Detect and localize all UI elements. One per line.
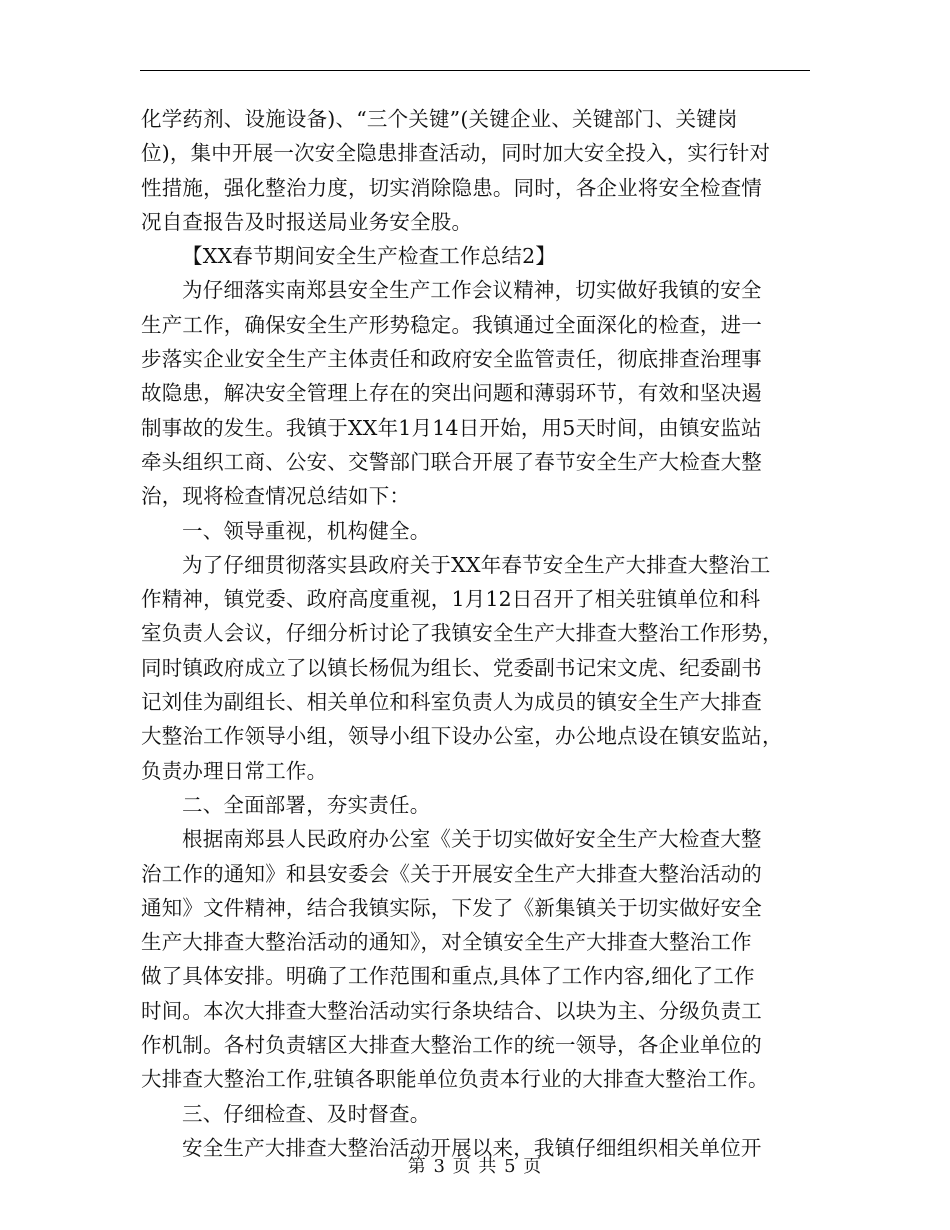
text-line: 作机制。各村负责辖区大排查大整治工作的统一领导，各企业单位的 [141,1033,762,1058]
text-line: 生产工作，确保安全生产形势稳定。我镇通过全面深化的检查，进一 [141,312,762,337]
text-line: 【XX春节期间安全生产检查工作总结2】 [182,244,557,269]
text-line: 做了具体安排。明确了工作范围和重点,具体了工作内容,细化了工作 [141,964,755,989]
header-rule [140,70,810,71]
text-line: 况自查报告及时报送局业务安全股。 [141,209,473,234]
text-line: 室负责人会议，仔细分析讨论了我镇安全生产大排查大整治工作形势， [141,621,783,646]
text-line: 时间。本次大排查大整治活动实行条块结合、以块为主、分级负责工 [141,998,762,1023]
text-line: 为仔细落实南郑县安全生产工作会议精神，切实做好我镇的安全 [182,278,762,303]
text-line: 治工作的通知》和县安委会《关于开展安全生产大排查大整治活动的 [141,861,762,886]
text-line: 位)，集中开展一次安全隐患排查活动，同时加大安全投入，实行针对 [141,141,771,166]
text-line: 治，现将检查情况总结如下： [141,484,411,509]
text-line: 制事故的发生。我镇于XX年1月14日开始，用5天时间，由镇安监站 [141,415,762,440]
text-line: 通知》文件精神，结合我镇实际，下发了《新集镇关于切实做好安全 [141,895,762,920]
text-line: 根据南郑县人民政府办公室《关于切实做好安全生产大检查大整 [182,827,762,852]
text-line: 作精神，镇党委、政府高度重视，1月12日召开了相关驻镇单位和科 [141,587,761,612]
text-line: 为了仔细贯彻落实县政府关于XX年春节安全生产大排查大整治工 [182,552,771,577]
text-line: 三、仔细检查、及时督查。 [182,1101,431,1126]
text-line: 生产大排查大整治活动的通知》，对全镇安全生产大排查大整治工作 [141,930,752,955]
text-line: 一、领导重视，机构健全。 [182,518,431,543]
text-line: 化学药剂、设施设备)、“三个关键”(关键企业、关键部门、关键岗 [141,107,738,131]
text-line: 大排查大整治工作,驻镇各职能单位负责本行业的大排查大整治工作。 [141,1067,769,1092]
text-line: 故隐患，解决安全管理上存在的突出问题和薄弱环节，有效和坚决遏 [141,381,762,406]
text-line: 牵头组织工商、公安、交警部门联合开展了春节安全生产大检查大整 [141,449,762,474]
text-line: 安全生产大排查大整治活动开展以来，我镇仔细组织相关单位开 [182,1135,762,1160]
text-line: 步落实企业安全生产主体责任和政府安全监管责任，彻底排查治理事 [141,347,762,372]
document-body [141,102,811,1165]
text-line: 记刘佳为副组长、相关单位和科室负责人为成员的镇安全生产大排查 [141,690,762,715]
text-line: 大整治工作领导小组，领导小组下设办公室，办公地点设在镇安监站， [141,724,783,749]
text-line: 性措施，强化整治力度，切实消除隐患。同时，各企业将安全检查情 [141,175,762,200]
page-footer: 第 3 页 共 5 页 [407,1156,543,1177]
text-line: 同时镇政府成立了以镇长杨侃为组长、党委副书记宋文虎、纪委副书 [141,655,762,680]
text-line: 二、全面部署，夯实责任。 [182,792,431,817]
text-line: 负责办理日常工作。 [141,758,328,783]
